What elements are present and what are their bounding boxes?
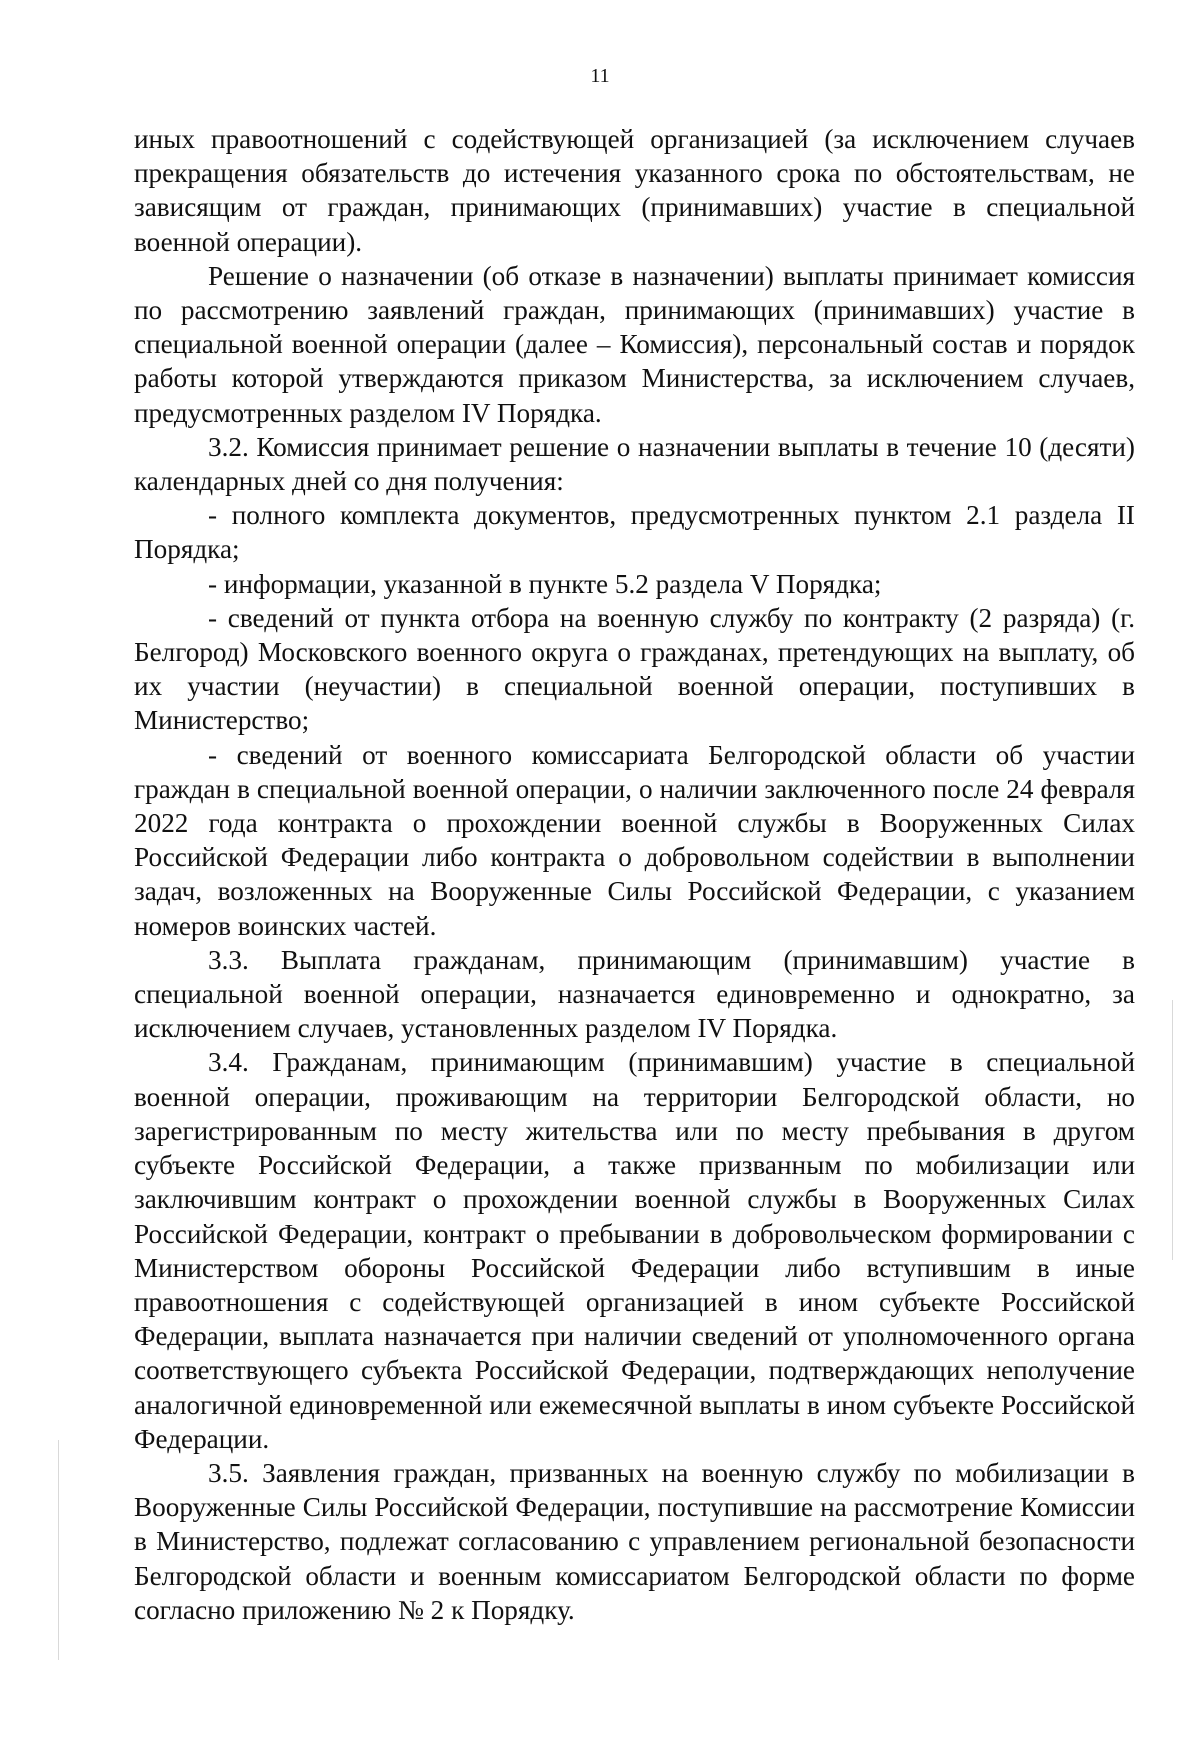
page-number: 11: [590, 65, 610, 87]
list-item: - сведений от пункта отбора на военную службу по контракту (2 разряда) (г. Белгород) Московского военного округа о гражданах, претендующих на выплату, об их участии (неучастии) в специальной военной операции, поступивших в Министерство;: [134, 602, 1135, 736]
list-item: - информации, указанной в пункте 5.2 раздела V Порядка;: [208, 568, 882, 599]
paragraph: 3.5. Заявления граждан, призванных на военную службу по мобилизации в Вооруженные Силы Российской Федерации, поступившие на рассмотрение Комиссии в Министерство, подлежат согласованию с управлением региональной безопасности Белгородской области и военным комиссариатом Белгородской области по форме согласно приложению № 2 к Порядку.: [134, 1457, 1135, 1625]
list-item: - полного комплекта документов, предусмотренных пунктом 2.1 раздела II Порядка;: [134, 500, 1135, 565]
paragraph: иных правоотношений с содействующей организацией (за исключением случаев прекращения обязательств до истечения указанного срока по обстоятельствам, не зависящим от граждан, принимающих (принимавших) участие в специальной военной операции).: [134, 124, 1135, 257]
paragraph: Решение о назначении (об отказе в назначении) выплаты принимает комиссия по рассмотрению заявлений граждан, принимающих (принимавших) участие в специальной военной операции (далее – Комиссия), персональный состав и порядок работы которой утверждаются приказом Министерства, за исключением случаев, предусмотренных разделом IV Порядка.: [134, 260, 1135, 428]
paragraph: 3.3. Выплата гражданам, принимающим (принимавшим) участие в специальной военной операции, назначается единовременно и однократно, за исключением случаев, установленных разделом IV Порядка.: [134, 944, 1135, 1044]
paragraph: 3.2. Комиссия принимает решение о назначении выплаты в течение 10 (десяти) календарных дней со дня получения:: [134, 431, 1135, 497]
document-body: [134, 122, 1135, 1627]
paragraph: 3.4. Гражданам, принимающим (принимавшим) участие в специальной военной операции, проживающим на территории Белгородской области, но зарегистрированным по месту жительства или по месту пребывания в другом субъекте Российской Федерации, а также призванным по мобилизации или заключившим контракт о прохождении военной службы в Вооруженных Силах Российской Федерации, контракт о пребывании в добровольческом формировании с Министерством обороны Российской Федерации либо вступившим в иные правоотношения с содействующей организацией в ином субъекте Российской Федерации, выплата назначается при наличии сведений от уполномоченного органа соответствующего субъекта Российской Федерации, подтверждающих неполучение аналогичной единовременной или ежемесячной выплаты в ином субъекте Российской Федерации.: [134, 1047, 1135, 1454]
scan-line: [1172, 1000, 1173, 1260]
list-item: - сведений от военного комиссариата Белгородской области об участии граждан в специальной военной операции, о наличии заключенного после 24 февраля 2022 года контракта о прохождении военной службы в Вооруженных Силах Российской Федерации либо контракта о добровольном содействии в выполнении задач, возложенных на Вооруженные Силы Российской Федерации, с указанием номеров воинских частей.: [134, 739, 1135, 941]
scan-line: [58, 1440, 59, 1660]
